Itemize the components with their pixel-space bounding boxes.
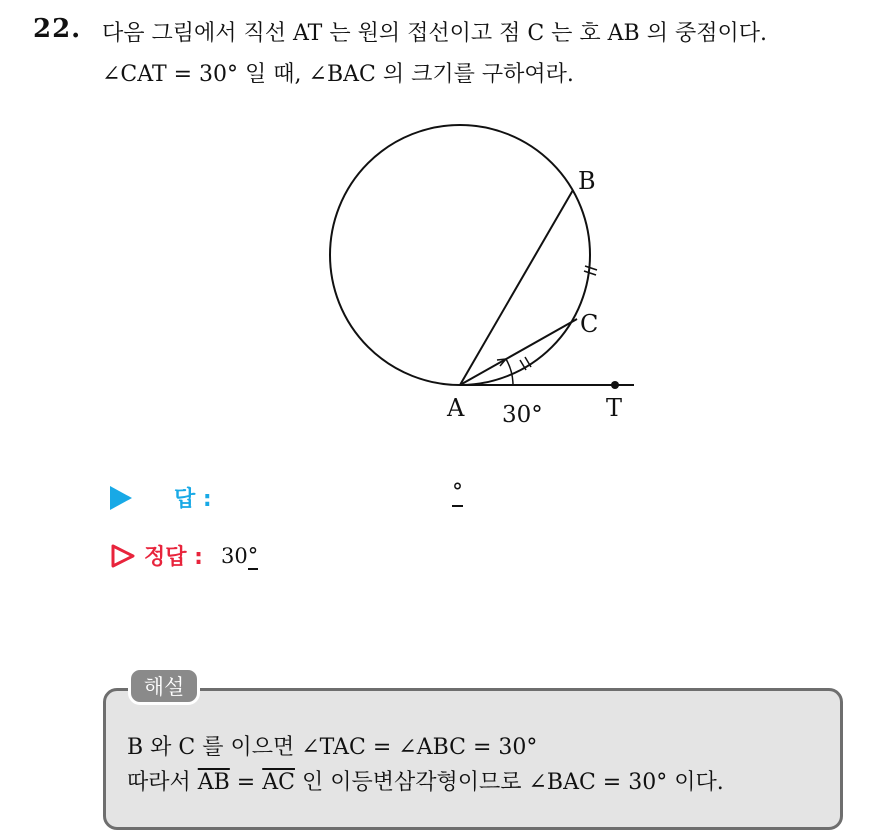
- question-text-line1: 다음 그림에서 직선 AT 는 원의 접선이고 점 C 는 호 AB 의 중점이다.: [102, 21, 767, 46]
- tick-mark-arc-BC: [584, 266, 597, 275]
- solution-eq: =: [229, 770, 263, 795]
- label-A: A: [447, 394, 465, 422]
- play-triangle-icon: [110, 486, 132, 510]
- chord-AC: [460, 319, 577, 385]
- label-C: C: [580, 310, 599, 338]
- angle-label: 30°: [502, 402, 543, 428]
- solution-line2-suffix: 인 이등변삼각형이므로 ∠BAC = 30° 이다.: [294, 770, 724, 795]
- question-number: 22.: [33, 14, 82, 44]
- tick-mark-chord-AC: [520, 357, 531, 370]
- segment-AB: $\overline{AB}$: [197, 770, 230, 795]
- chord-AB: [460, 190, 573, 385]
- label-T: T: [606, 394, 623, 422]
- angle-arc: [506, 359, 513, 385]
- answer-row: [110, 482, 212, 513]
- point-T-dot: [611, 381, 619, 389]
- solution-line2-prefix: 따라서: [127, 770, 198, 795]
- outline-triangle-icon: [110, 543, 136, 569]
- circle: [330, 125, 590, 385]
- label-B: B: [578, 167, 596, 195]
- correct-value: 30: [220, 543, 248, 568]
- answer-label: 답 :: [174, 487, 212, 512]
- correct-label: 정답 :: [144, 545, 203, 570]
- correct-answer-row: [110, 540, 258, 571]
- answer-unit: °: [452, 480, 463, 505]
- solution-line1: B 와 C 를 이으면 ∠TAC = ∠ABC = 30°: [127, 735, 538, 760]
- solution-line2: [127, 765, 724, 796]
- correct-value-wrap: [221, 544, 258, 568]
- answer-blank[interactable]: [452, 480, 463, 505]
- question-text-line2: ∠CAT = 30° 일 때, ∠BAC 의 크기를 구하여라.: [102, 62, 574, 87]
- segment-AC: $\overline{AC}$: [262, 770, 295, 795]
- correct-unit: °: [247, 543, 259, 568]
- solution-tab: 해설: [128, 667, 200, 705]
